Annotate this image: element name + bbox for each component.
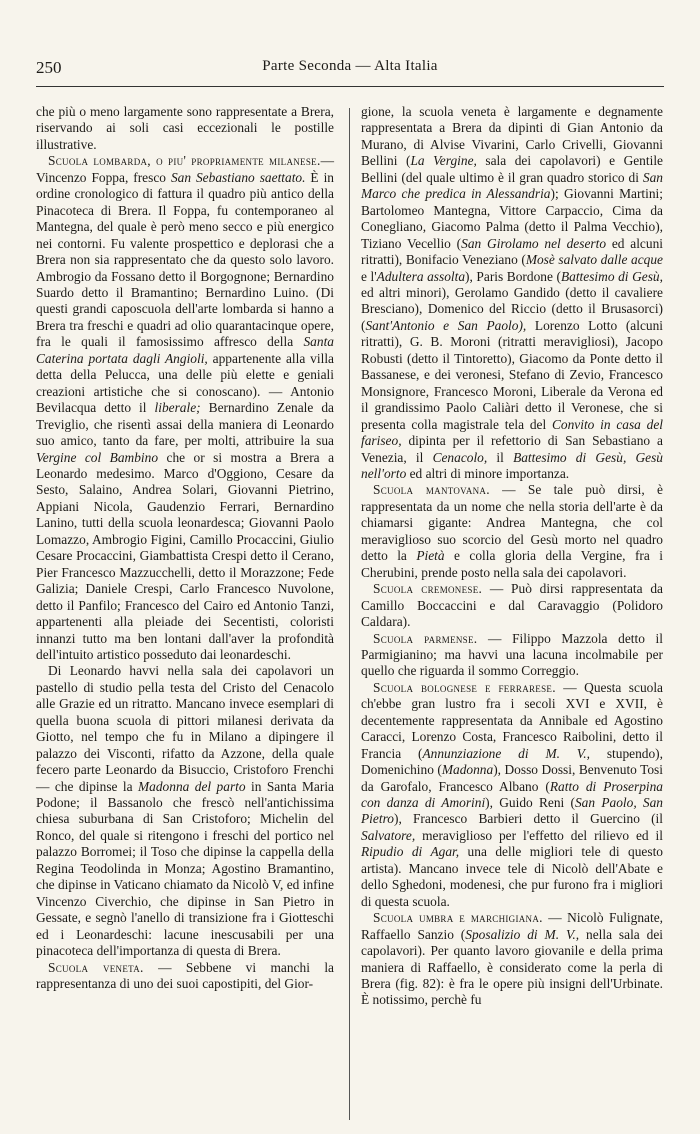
artwork-title: Santa Caterina portata dagli Angioli, <box>36 334 334 366</box>
text-run: ed altri di minore importanza. <box>406 465 570 481</box>
text-run: gione, la scuola veneta è largamente e degnamente rappresentata a Brera da dipinti di Gian Antonio da Murano, di Alvise Vivarini, Carlo Crivelli, Giovanni Bellini ( <box>361 104 663 169</box>
text-run: una delle migliori tele di questo artista). Mancano invece tele di Nicolò dell'Abate e dello Sghedoni, modenesi, che pur furono fra i migliori di questa scuola. <box>361 844 663 909</box>
artwork-title: Pietà <box>416 548 445 564</box>
paragraph-veneta-continuation <box>361 104 663 482</box>
text-run: È in ordine cronologico di fattura il quadro più antico della Pinacoteca di Brera. Il Foppa, fu contemporaneo al Mantegna, del quale è però meno secco e più energico nei contorni. Fu valente prospettico e deplorasi che a Brera non sia rappresentato che da questo solo lavoro. Ambrogio da Fossano detto il Borgognone; Bernardino Suardo detto il Bramantino; Bernardino Luino. (Di questi grandi caposcuola dell'arte lombarda si hanno a Brera tra freschi e quadri ad olio quarantacinque opere, fra le quali il famosissimo affresco della <box>36 169 334 350</box>
section-heading-bolognese: Scuola bolognese e ferrarese. <box>373 679 556 695</box>
text-run: il <box>487 449 514 465</box>
artwork-title: Mosè salvato dalle acque <box>525 252 663 268</box>
artwork-title: Vergine col Bambino <box>36 449 159 465</box>
text-run: sala dei capolavori) e Gentile Bellini (del quale ultimo è il gran quadro storico di <box>361 153 663 185</box>
text-run: ), Paris Bordone ( <box>465 268 561 284</box>
text-run: — Nicolò Fulignate, Raffaello Sanzio ( <box>361 910 663 942</box>
text-run: stupendo), Domenichino ( <box>361 745 663 778</box>
header-rule <box>36 86 664 87</box>
section-heading-cremonese: Scuola cremonese. <box>373 581 483 597</box>
artwork-title: San Sebastiano saettato. <box>170 169 306 185</box>
left-column <box>36 104 334 992</box>
text-run: appartenente alla villa detta della Pelucca, una delle più elette e geniali creazioni artistiche che si conoscano). — Antonio Bevilacqua detto il <box>36 350 334 416</box>
section-heading-veneta: Scuola veneta. <box>48 959 144 975</box>
section-heading-parmense: Scuola parmense. <box>373 630 478 646</box>
paragraph-leonardo <box>36 663 334 959</box>
artwork-title: Battesimo di Gesù <box>560 268 660 284</box>
text-run: Lorenzo Lotto (alcuni ritratti), G. B. Moroni (ritratti meravigliosi), Jacopo Robusti (detto il Tintoretto), Giacomo da Ponte detto il Bassanese, e dei veronesi, Stefano di Zevio, Francesco Monsignore, Francesco Moroni, Liberale da Verona ed il grandissimo Paolo Caliàri detto il Veronese, che si presenta colla magistrale tela del <box>361 317 663 432</box>
text-run: ), Dosso Dossi, Benvenuto Tosi da Garofalo, Francesco Albano ( <box>361 762 663 794</box>
right-column <box>361 104 663 1009</box>
artwork-title: Ratto di Proserpina con danza di Amorini <box>361 778 663 811</box>
text-run: nella sala dei capolavori). Per quanto lavoro giovanile e della prima maniera di Raffaello, è considerato come la perla di Brera (fig. 82): è fra le opere più insigni dell'Urbinate. È notissimo, perchè fu <box>361 926 663 1008</box>
text-run: dipinta per il refettorio di San Sebastiano a Venezia, il <box>361 433 663 465</box>
text-run: — Filippo Mazzola detto il Parmigianino; ma havvi una lacuna incolmabile per quello che riguarda il sommo Correggio. <box>361 630 663 679</box>
paragraph-scuola-veneta <box>36 960 334 993</box>
section-heading-mantovana: Scuola mantovana. <box>373 482 490 498</box>
page-number: 250 <box>36 58 62 77</box>
artwork-title: La Vergine, <box>410 153 477 169</box>
text-run: che or si mostra a Brera a Leonardo medesimo. Marco d'Oggiono, Cesare da Sesto, Salaino, Andrea Solari, Giovanni Pietrino, Appiani Nicola, Gaudenzio Ferrari, Bernardino Lanino, tutti della scuola leonardesca; Giovanni Paolo Lomazzo, Ambrogio Figini, Camillo Procaccini, Giulio Cesare Procaccini, Giambattista Crespi detto il Cerano, Pier Francesco Mazzucchelli, detto il Morazzone; Fede Galizia; Daniele Crespi, Carlo Francesco Nuvolone, detto il Panfilo; Francesco del Cairo ed Antonio Tanzi, appartenenti alla pleiade dei Secentisti, coloristi innanzi tutto ma ben lontani dall'aver la profondità dell'intuito artistico posseduto dai leonardeschi. <box>36 449 335 662</box>
paragraph-intro-continuation: che più o meno largamente sono rappresentate a Brera, riservando ai soli casi eccezionali le postille illustrative. <box>36 104 334 152</box>
text-run: e colla gloria della Vergine, fra i Cherubini, prende posto nella sala dei capolavori. <box>361 548 663 580</box>
text-run: — Se tale può dirsi, è rappresentata da un nome che nella storia dell'arte è da chiamarsi gigante: Andrea Mantegna, che col meraviglioso suo scorcio del Gesù morto nel quadro detto la <box>361 482 663 564</box>
artwork-title: Annunziazione di M. V., <box>422 745 590 761</box>
text-run: ); Giovanni Martini; Bartolomeo Mantegna, Vittore Carpaccio, Cima da Conegliano, Giacomo Palma (detto il Palma Vecchio), Tiziano Vecellio ( <box>361 186 663 251</box>
artwork-title: liberale; <box>154 400 201 416</box>
text-run: ed alcuni ritratti), Bonifacio Veneziano ( <box>361 235 663 268</box>
artwork-title: San Girolamo nel deserto <box>461 235 607 251</box>
artwork-title: Cenacolo, <box>432 449 488 465</box>
text-run: e l' <box>361 268 377 284</box>
paragraph-scuola-bolognese <box>361 680 663 910</box>
running-title: Parte Seconda — Alta Italia <box>262 58 438 74</box>
text-run: —Vincenzo Foppa, fresco <box>36 153 334 185</box>
artwork-title: Ripudio di Agar, <box>361 844 460 860</box>
text-run: — Questa scuola ch'ebbe gran lustro fra i secoli XVI e XVII, è decentemente rappresentata da Annibale ed Agostino Caracci, Lorenzo Costa, Francesco Raibolini, detto il Francia ( <box>361 679 663 761</box>
section-heading-umbra: Scuola umbra e marchigiana. <box>373 910 543 926</box>
text-run: ), Guido Reni ( <box>485 795 575 811</box>
paragraph-scuola-umbra <box>361 910 663 1009</box>
artwork-title: Sant'Antonio e San Paolo), <box>365 317 527 333</box>
text-run: Di Leonardo havvi nella sala dei capolavori un pastello di studio pella testa del Cristo del Cenacolo alle Grazie ed un ritratto. Mancano invece esemplari di quella buona scuola di pittori milanesi derivata da Giotto, nel tempo che fu in Milano a dipingere il palazzo dei Visconti, rifatto da Azzone, della quale fecero parte Leonardo da Bisuccio, Cristoforo Frenchi — che dipinse la <box>36 663 334 794</box>
text-run: meraviglioso per l'effetto del rilievo ed il <box>415 827 663 843</box>
text-run: , ed altri minori), Gerolamo Gandido (detto il cavaliere Bresciano), Domenico del Riccio (detto il Brusasorci) ( <box>361 268 663 333</box>
section-heading-lombarda: Scuola lombarda, o piu' propriamente milanese. <box>48 153 321 169</box>
artwork-title: Sposalizio di M. V., <box>465 926 580 942</box>
paragraph-scuola-cremonese <box>361 581 663 630</box>
artwork-title: San Paolo, San Pietro <box>361 795 664 827</box>
paragraph-scuola-mantovana <box>361 482 663 581</box>
artwork-title: Convito in casa del fariseo, <box>361 416 663 449</box>
column-divider <box>349 108 350 1120</box>
artwork-title: Madonna del parto <box>138 778 246 794</box>
artwork-title: Salvatore, <box>361 827 416 843</box>
text-run: — Può dirsi rappresentata da Camillo Boccaccini e dal Caravaggio (Polidoro Caldara). <box>361 581 663 630</box>
paragraph-scuola-lombarda <box>36 153 334 663</box>
text-run: Bernardino Zenale da Treviglio, che risentì assai della maniera di Leonardo suo amico, tanto da fare, per molti, attribuire la sua <box>36 400 334 449</box>
text-run: — Sebbene vi manchi la rappresentanza di uno dei suoi capostipiti, del Gior- <box>36 959 334 992</box>
artwork-title: Madonna <box>441 762 494 778</box>
artwork-title: Adultera assolta <box>376 268 466 284</box>
paragraph-scuola-parmense <box>361 631 663 680</box>
artwork-title: Battesimo di Gesù, Gesù nell'orto <box>361 449 664 481</box>
artwork-title: San Marco che predica in Alessandria <box>361 169 663 202</box>
text-run: in Santa Maria Podone; il Bassanolo che frescò nell'antichissima chiesa suburbana di San Cristoforo; Michelin del Ronco, del quale si ritengono i freschi del portico nel palazzo Borromei; il Toso che dipinse la cappella della Regina Teodolinda in Monza; Agostino Bramantino, che dipinse in Vaticano chiamato da Nicolò V, ed infine Vincenzo Civerchio, che dipinse in San Pietro in Gessate, e segnò l'anello di transizione fra i Giotteschi ed i Leonardeschi: lacune inescusabili per una pinacoteca dell'importanza di questa di Brera. <box>36 778 334 959</box>
text-run: ), Francesco Barbieri detto il Guercino (il <box>393 811 663 827</box>
